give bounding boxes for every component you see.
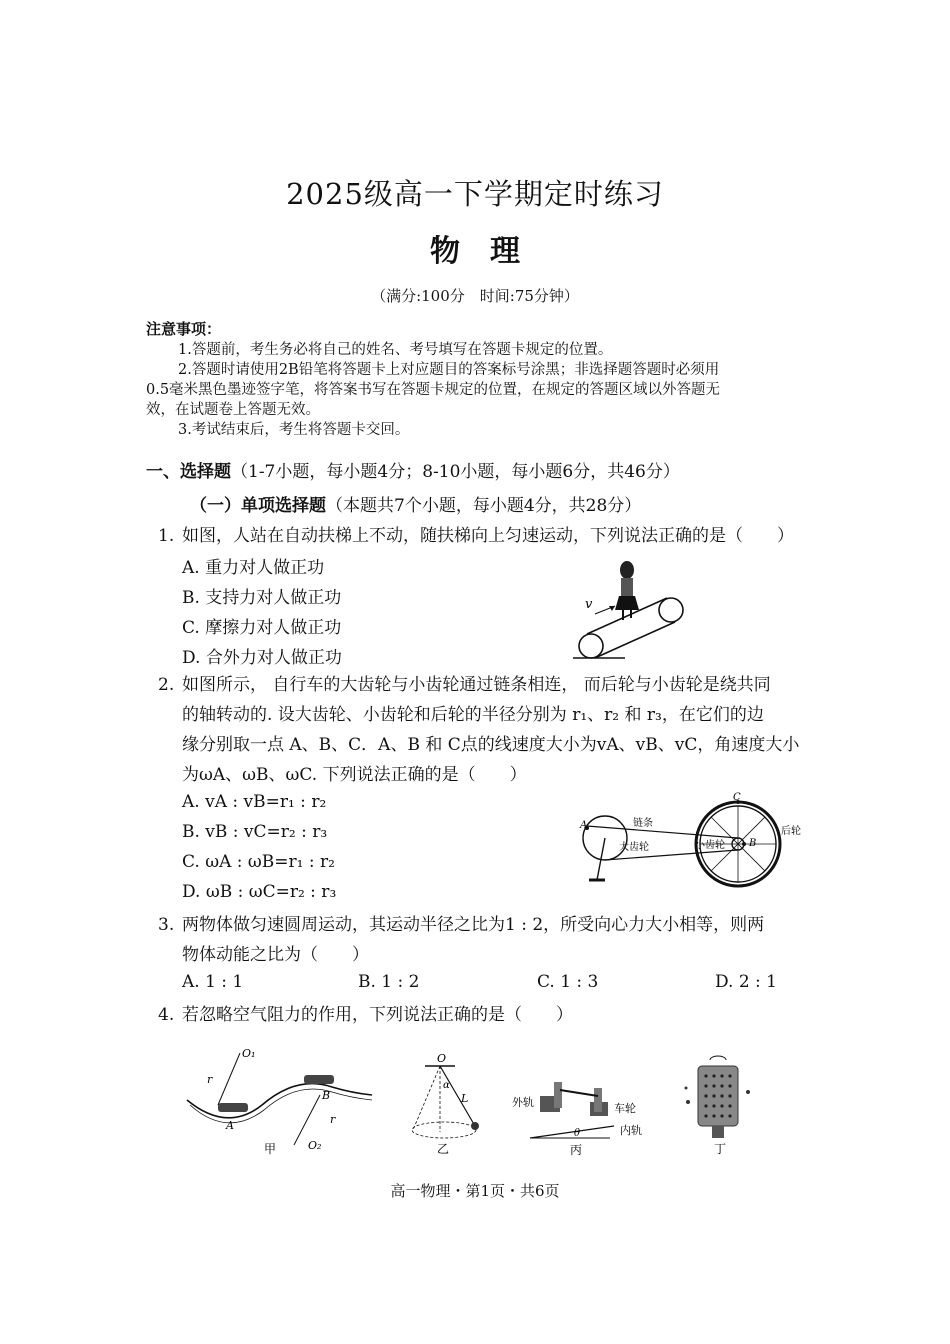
q3-option-d[interactable]: D. 2 : 1: [715, 972, 777, 992]
label-r: r: [207, 1073, 213, 1086]
label-chain: 链条: [633, 818, 653, 829]
subsection-desc: （本题共7个小题，每小题4分，共28分）: [326, 496, 642, 516]
exam-title: 2025级高一下学期定时练习: [286, 177, 664, 211]
question-4-stem: [158, 1000, 808, 1030]
caption-yi: 乙: [437, 1142, 450, 1156]
question-3-stem: [158, 910, 808, 940]
point-b: [742, 842, 746, 846]
label-b: B: [322, 1089, 331, 1102]
q3-option-c[interactable]: C. 1 : 3: [537, 972, 599, 992]
note-line: 0.5毫米黑色墨迹签字笔，将答案书写在答题卡规定的位置，在规定的答题区域以外答题无: [146, 382, 721, 398]
question-number: 2.: [158, 675, 175, 695]
section-title: 一、选择题: [146, 462, 231, 482]
figure-ding: [680, 1052, 760, 1160]
note-line: 1.答题前，考生务必将自己的姓名、考号填写在答题卡规定的位置。: [178, 342, 613, 358]
figure-jia: [182, 1045, 377, 1160]
page-footer: 高一物理・第1页・共6页: [390, 1182, 560, 1200]
label-rear-wheel: 后轮: [781, 826, 801, 837]
label-inner-rail: 内轨: [620, 1124, 642, 1137]
velocity-arrow: [585, 597, 615, 614]
q2-option-d[interactable]: D. ωB : ωC=r₂ : r₃: [182, 882, 337, 902]
label-a: A: [580, 820, 588, 831]
q2-option-b[interactable]: B. vB : vC=r₂ : r₃: [182, 822, 328, 842]
figure-bing: [510, 1072, 660, 1160]
question-text: 若忽略空气阻力的作用，下列说法正确的是（ ）: [182, 1005, 573, 1025]
subsection-heading: [190, 491, 641, 516]
q1-option-b[interactable]: B. 支持力对人做正功: [182, 588, 342, 608]
notes-heading: 注意事项：: [146, 320, 222, 338]
bicycle-gear-figure: [575, 790, 810, 895]
q3-options: [0, 972, 950, 996]
note-line: 3.考试结束后，考生将答题卡交回。: [178, 422, 410, 438]
label-wheel: 车轮: [614, 1102, 636, 1115]
label-a: A: [226, 1119, 234, 1132]
label-l: L: [461, 1092, 469, 1105]
question-number: 3.: [158, 915, 175, 935]
label-alpha: α: [443, 1080, 450, 1091]
question-text-line: 缘分别取一点 A、B、C．A、B 和 C点的线速度大小为vA、vB、vC，角速度大小: [182, 735, 800, 755]
caption-jia: 甲: [264, 1142, 277, 1156]
wheel-icon: [594, 1088, 602, 1112]
question-number: 1.: [158, 526, 175, 546]
label-small-gear: 小齿轮: [695, 840, 725, 851]
q2-option-a[interactable]: A. vA : vB=r₁ : r₂: [182, 792, 327, 812]
question-text-line: 为ωA、ωB、ωC. 下列说法正确的是（ ）: [182, 765, 527, 785]
car-icon: [218, 1103, 248, 1112]
question-text-line: 两物体做匀速圆周运动，其运动半径之比为1 : 2，所受向心力大小相等，则两: [182, 915, 765, 935]
question-text: 如图，人站在自动扶梯上不动，随扶梯向上匀速运动，下列说法正确的是（ ）: [182, 526, 794, 546]
label-big-gear: 大齿轮: [619, 842, 649, 853]
q2-option-c[interactable]: C. ωA : ωB=r₁ : r₂: [182, 852, 335, 872]
escalator-figure: [565, 548, 700, 663]
label-r: r: [330, 1113, 336, 1126]
label-c: C: [733, 792, 741, 803]
cone-base: [412, 1122, 476, 1138]
label-theta: θ: [574, 1128, 581, 1139]
note-line: 2.答题时请使用2B铅笔将答题卡上对应题目的答案标号涂黑；非选择题答题时必须用: [178, 362, 720, 378]
subsection-title: （一）单项选择题: [190, 496, 326, 516]
wheel-icon: [554, 1082, 562, 1108]
label-o2: O₂: [308, 1139, 322, 1152]
label-o: O: [437, 1052, 447, 1065]
road-curve: [187, 1084, 372, 1118]
question-1-stem: [158, 521, 808, 551]
q1-option-a[interactable]: A. 重力对人做正功: [182, 558, 325, 578]
note-line: 效，在试题卷上答题无效。: [146, 402, 320, 418]
pendulum-bob: [471, 1122, 479, 1130]
question-text-line: 如图所示， 自行车的大齿轮与小齿轮通过链条相连， 而后轮与小齿轮是绕共同: [182, 675, 771, 695]
label-o1: O₁: [242, 1047, 256, 1060]
q3-option-b[interactable]: B. 1 : 2: [358, 972, 420, 992]
q1-option-d[interactable]: D. 合外力对人做正功: [182, 648, 342, 668]
caption-bing: 丙: [570, 1143, 583, 1157]
label-outer-rail: 外轨: [512, 1096, 534, 1109]
question-text-line: 物体动能之比为（ ）: [182, 945, 369, 965]
velocity-label: v: [585, 597, 593, 612]
label-b: B: [749, 838, 757, 849]
q1-option-c[interactable]: C. 摩擦力对人做正功: [182, 618, 342, 638]
caption-ding: 丁: [714, 1142, 727, 1156]
figure-yi: [395, 1052, 495, 1160]
question-number: 4.: [158, 1005, 175, 1025]
subject-title: 物 理: [430, 234, 520, 269]
section-heading: [146, 457, 680, 482]
car-icon: [304, 1075, 334, 1084]
exam-meta: （满分:100分 时间:75分钟）: [371, 287, 579, 305]
spin-dryer-drum: [698, 1066, 738, 1126]
person-icon: [615, 561, 639, 620]
rotation-arrow-icon: [710, 1056, 726, 1060]
question-text-line: 的轴转动的. 设大齿轮、小齿轮和后轮的半径分别为 r₁、r₂ 和 r₃，在它们的边: [182, 705, 764, 725]
question-2-stem: [158, 670, 808, 700]
q3-option-a[interactable]: A. 1 : 1: [182, 972, 244, 992]
section-desc: （1-7小题，每小题4分；8-10小题，每小题6分，共46分）: [231, 462, 680, 482]
